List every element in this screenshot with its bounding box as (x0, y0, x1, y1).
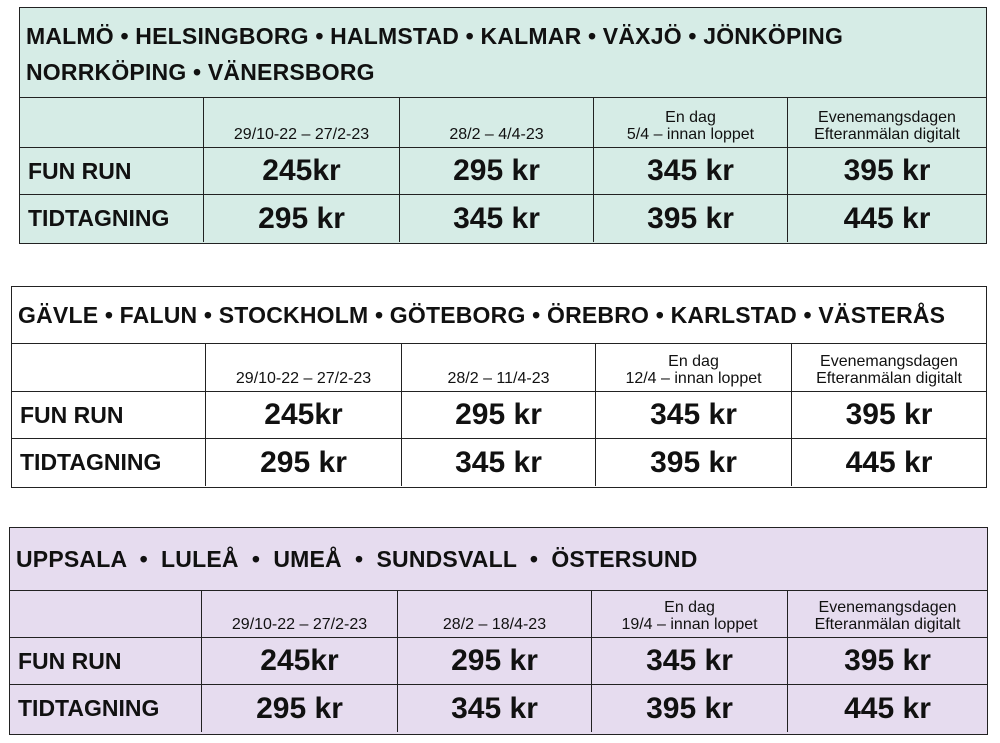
period-header: 29/10-22 – 27/2-23 (206, 344, 402, 392)
table-title (12, 287, 986, 344)
row-label: TIDTAGNING (12, 439, 206, 486)
price-cell: 295 kr (398, 638, 592, 685)
table-row (10, 685, 987, 732)
period-header: En dag 19/4 – innan loppet (592, 591, 788, 638)
price-cell: 395 kr (788, 148, 986, 195)
price-cell: 395 kr (792, 392, 986, 439)
table-row (20, 195, 986, 242)
price-cell: 395 kr (592, 685, 788, 732)
header-row (20, 98, 986, 148)
header-empty-cell (12, 344, 206, 392)
title-line: GÄVLE • FALUN • STOCKHOLM • GÖTEBORG • ÖREBRO • KARLSTAD • VÄSTERÅS (18, 302, 946, 328)
price-table-1 (19, 7, 987, 244)
price-cell: 345 kr (596, 392, 792, 439)
row-label: TIDTAGNING (20, 195, 204, 242)
header-empty-cell (20, 98, 204, 148)
row-label: FUN RUN (20, 148, 204, 195)
price-cell: 395 kr (596, 439, 792, 486)
period-header: 29/10-22 – 27/2-23 (204, 98, 400, 148)
price-cell: 345 kr (400, 195, 594, 242)
title-line: UPPSALA • LULEÅ • UMEÅ • SUNDSVALL • ÖSTERSUND (16, 546, 698, 572)
row-label: FUN RUN (12, 392, 206, 439)
price-cell: 295 kr (402, 392, 596, 439)
price-cell: 345 kr (594, 148, 788, 195)
price-cell: 295 kr (204, 195, 400, 242)
price-cell: 395 kr (594, 195, 788, 242)
period-header: Evenemangsdagen Efteranmälan digitalt (792, 344, 986, 392)
period-header: Evenemangsdagen Efteranmälan digitalt (788, 591, 987, 638)
price-cell: 395 kr (788, 638, 987, 685)
period-header: En dag 12/4 – innan loppet (596, 344, 792, 392)
period-header: En dag 5/4 – innan loppet (594, 98, 788, 148)
row-label: FUN RUN (10, 638, 202, 685)
price-cell: 295 kr (400, 148, 594, 195)
price-cell: 245kr (206, 392, 402, 439)
period-header: 28/2 – 11/4-23 (402, 344, 596, 392)
header-row (12, 344, 986, 392)
price-cell: 345 kr (402, 439, 596, 486)
table-row (12, 439, 986, 486)
table-title (10, 528, 987, 591)
price-cell: 445 kr (843, 201, 931, 235)
price-cell: 245kr (204, 148, 400, 195)
price-cell: 445 kr (844, 691, 931, 725)
table-row (12, 392, 986, 439)
title-line: MALMÖ • HELSINGBORG • HALMSTAD • KALMAR • VÄXJÖ • JÖNKÖPING (26, 22, 844, 49)
table-title (20, 8, 986, 98)
row-label: TIDTAGNING (10, 685, 202, 732)
price-cell: 295 kr (206, 439, 402, 486)
table-row (10, 638, 987, 685)
price-cell: 345 kr (592, 638, 788, 685)
table-row (20, 148, 986, 195)
title-line: NORRKÖPING • VÄNERSBORG (26, 58, 375, 85)
header-row (10, 591, 987, 638)
period-header: 28/2 – 18/4-23 (398, 591, 592, 638)
price-table-2 (11, 286, 987, 488)
price-table-3 (9, 527, 988, 735)
period-header: Evenemangsdagen Efteranmälan digitalt (788, 98, 986, 148)
period-header: 28/2 – 4/4-23 (400, 98, 594, 148)
price-cell: 345 kr (398, 685, 592, 732)
header-empty-cell (10, 591, 202, 638)
price-cell: 295 kr (202, 685, 398, 732)
price-cell: 445 kr (845, 445, 933, 479)
period-header: 29/10-22 – 27/2-23 (202, 591, 398, 638)
price-cell: 245kr (202, 638, 398, 685)
